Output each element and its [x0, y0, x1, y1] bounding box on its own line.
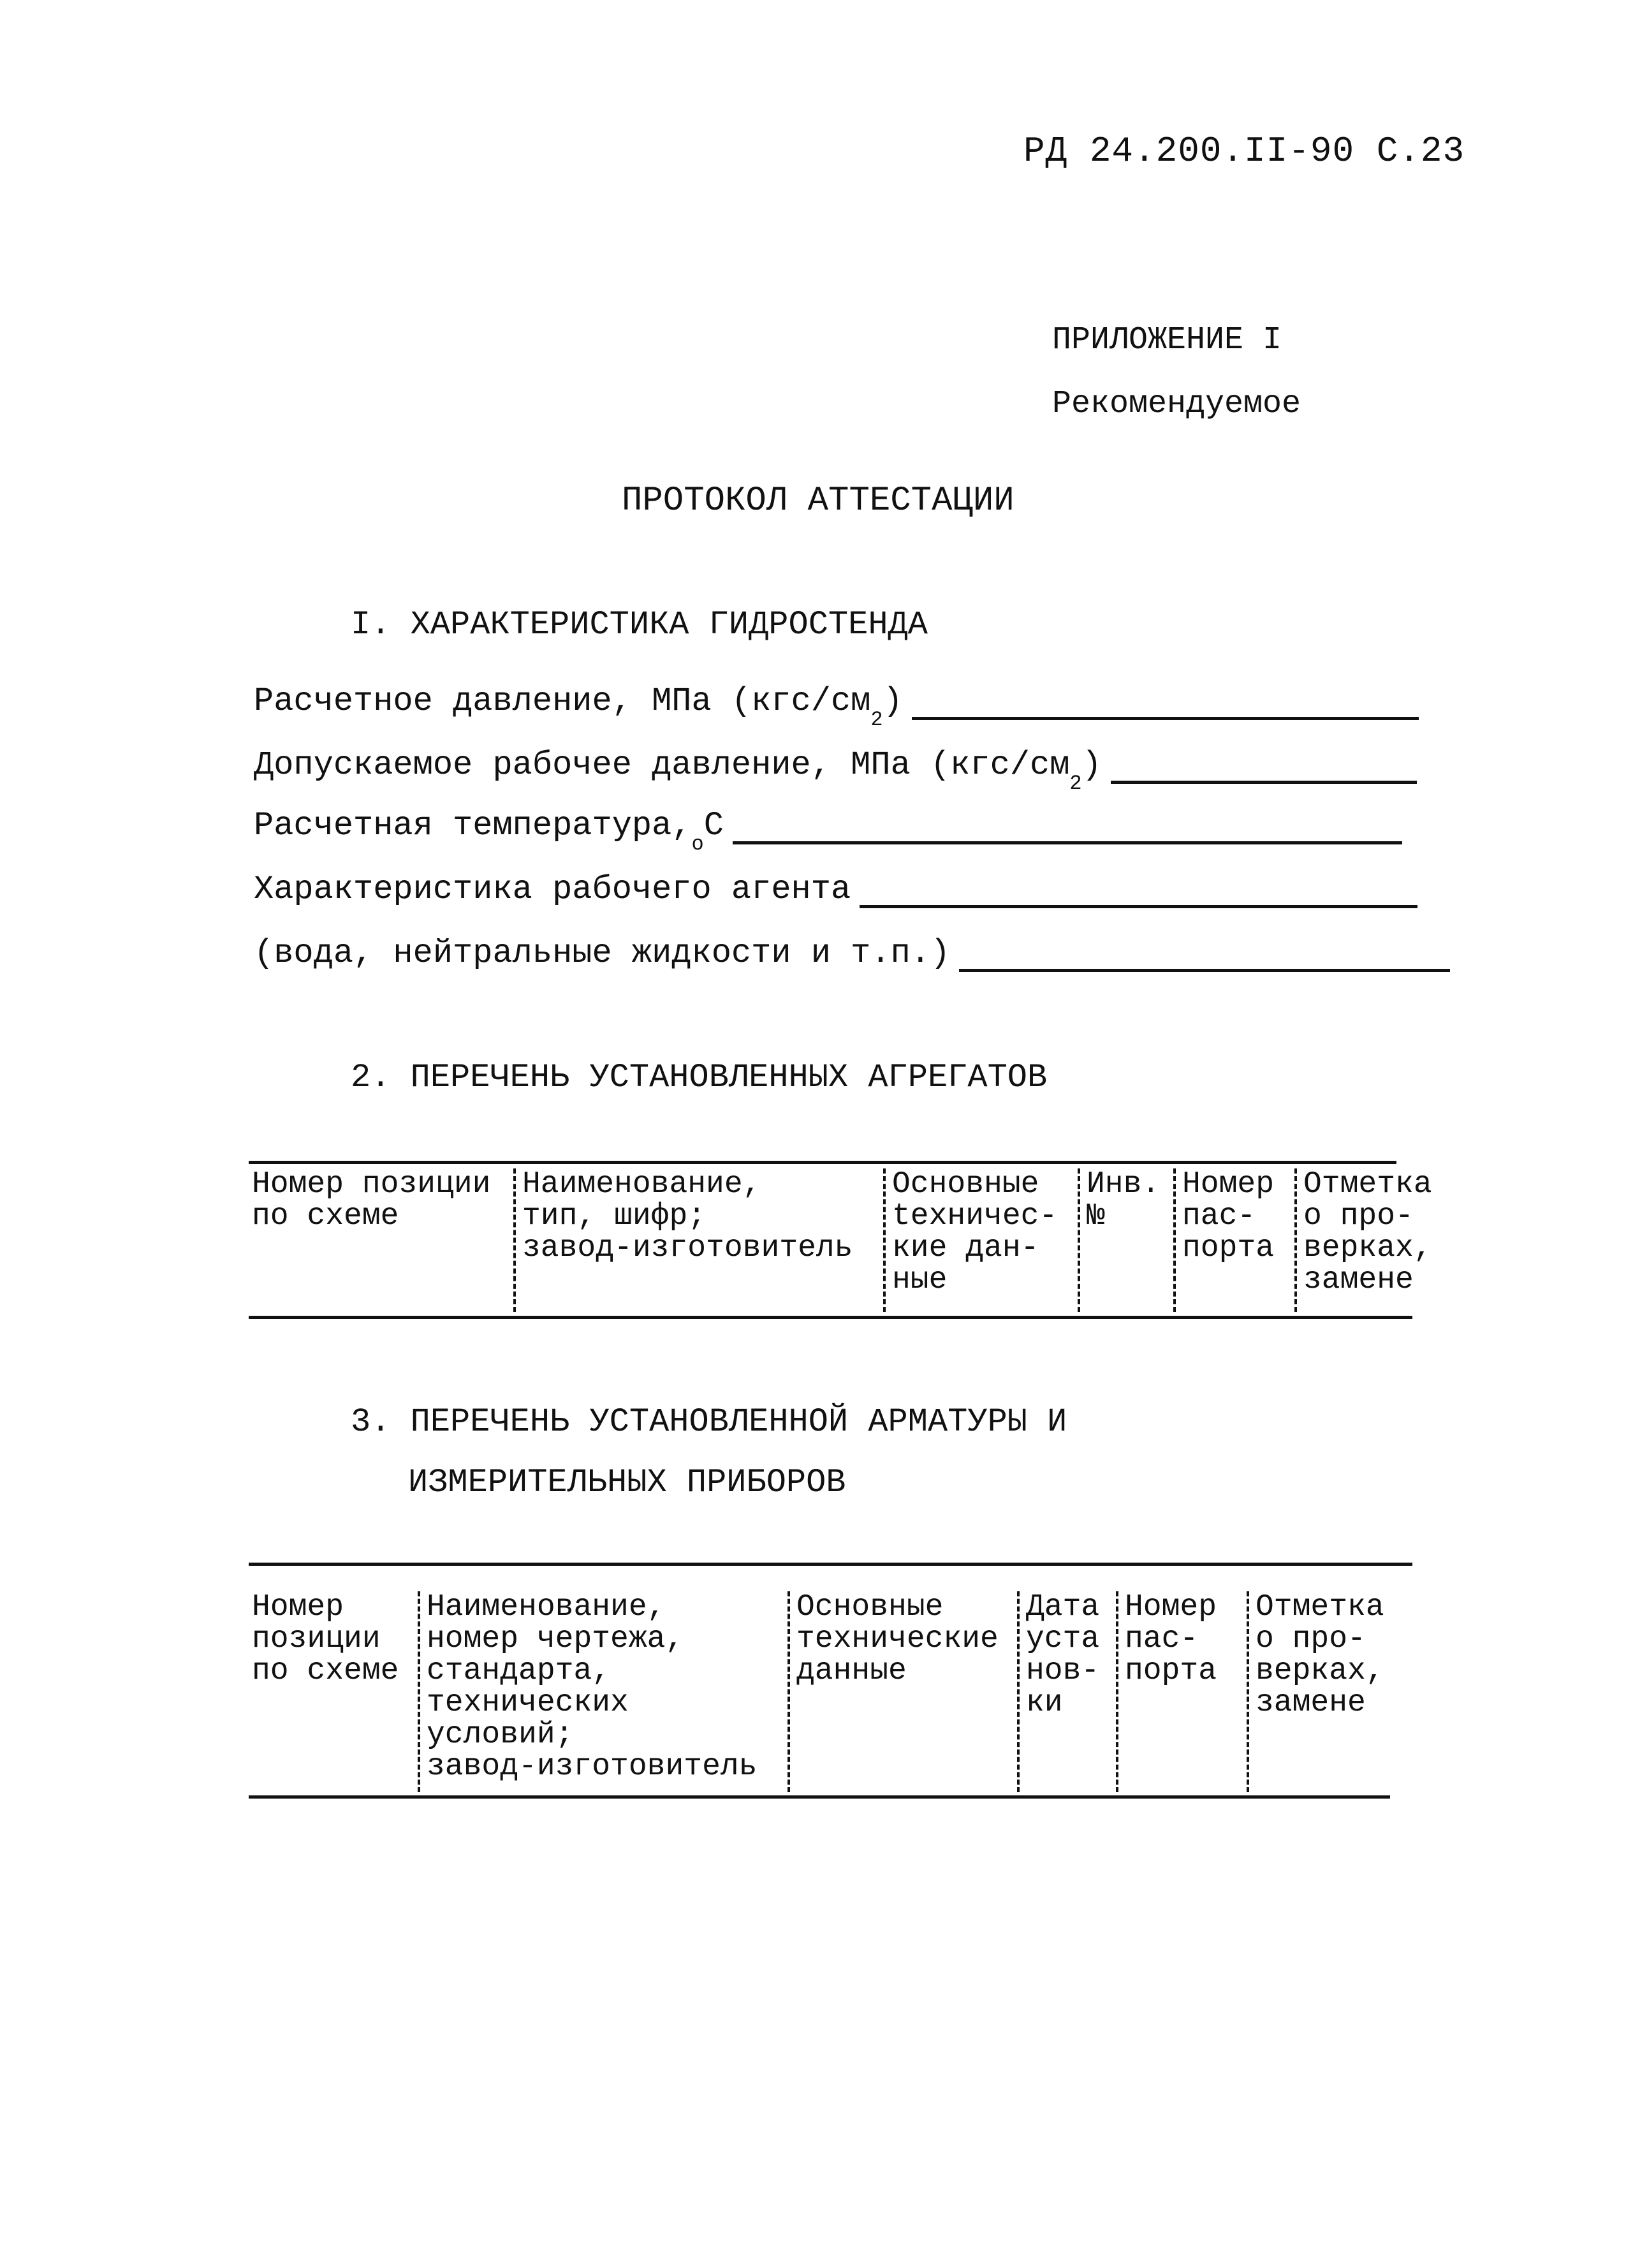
column-header-inspection: Отметка о про- верках, замене — [1247, 1591, 1400, 1792]
fill-in-line[interactable] — [959, 969, 1450, 972]
column-header-install-date: Дата уста нов- ки — [1017, 1591, 1116, 1792]
fill-in-line[interactable] — [860, 905, 1417, 908]
field-suffix: ) — [1081, 746, 1102, 784]
column-header-position: Номер позиции по схеме — [252, 1167, 491, 1233]
column-header-inspection: Отметка о про- верках, замене — [1294, 1168, 1432, 1312]
field-label: Характеристика рабочего агента — [254, 871, 851, 908]
table-bottom-rule — [249, 1316, 1412, 1319]
column-header-passport: Номер пас- порта — [1173, 1168, 1294, 1312]
field-label: Расчетное давление, МПа (кгс/см — [254, 682, 871, 720]
units-table-header — [252, 1168, 1432, 1312]
column-header-position: Номер позиции по схеме — [252, 1590, 399, 1688]
field-label: (вода, нейтральные жидкости и т.п.) — [254, 934, 951, 972]
section3-heading-cont: ИЗМЕРИТЕЛЬНЫХ ПРИБОРОВ — [408, 1464, 846, 1501]
table-top-rule — [249, 1161, 1396, 1164]
column-header-name: Наименование, тип, шифр; завод-изготовитель — [513, 1168, 883, 1312]
section1-heading: I. ХАРАКТЕРИСТИКА ГИДРОСТЕНДА — [351, 606, 928, 644]
fill-in-line[interactable] — [1111, 781, 1417, 784]
field-suffix: ) — [883, 682, 903, 720]
fill-in-line[interactable] — [912, 717, 1419, 720]
fittings-table-header — [252, 1591, 1432, 1792]
field-design-temperature: Расчетная температура, о С — [254, 807, 1402, 844]
appendix-status: Рекомендуемое — [1052, 386, 1301, 422]
section2-heading: 2. ПЕРЕЧЕНЬ УСТАНОВЛЕННЫХ АГРЕГАТОВ — [351, 1059, 1048, 1096]
page-title: ПРОТОКОЛ АТТЕСТАЦИИ — [622, 482, 1014, 520]
document-id: РД 24.200.II-90 С.23 — [1023, 131, 1465, 172]
column-header-name: Наименование, номер чертежа, стандарта, технических условий; завод-изготовитель — [418, 1591, 787, 1792]
column-header-specs: Основные tехничес- кие дан- ные — [883, 1168, 1078, 1312]
field-design-pressure: Расчетное давление, МПа (кгс/см 2 ) — [254, 682, 1419, 720]
field-allowed-pressure: Допускаемое рабочее давление, МПа (кгс/см 2 ) — [254, 746, 1417, 784]
column-header-passport: Номер пас- порта — [1116, 1591, 1247, 1792]
section3-heading: 3. ПЕРЕЧЕНЬ УСТАНОВЛЕННОЙ АРМАТУРЫ И — [351, 1403, 1067, 1441]
field-working-agent-examples — [254, 934, 1450, 972]
field-label: Допускаемое рабочее давление, МПа (кгс/см — [254, 746, 1070, 784]
appendix-label: ПРИЛОЖЕНИЕ I — [1052, 322, 1282, 358]
field-working-agent — [254, 871, 1417, 908]
column-header-inventory: Инв. № — [1078, 1168, 1173, 1312]
column-header-specs: Основные технические данные — [787, 1591, 1017, 1792]
field-label: Расчетная температура, — [254, 807, 692, 844]
table-top-rule — [249, 1563, 1412, 1566]
fill-in-line[interactable] — [733, 841, 1402, 844]
field-suffix: С — [703, 807, 724, 844]
table-bottom-rule — [249, 1795, 1390, 1799]
